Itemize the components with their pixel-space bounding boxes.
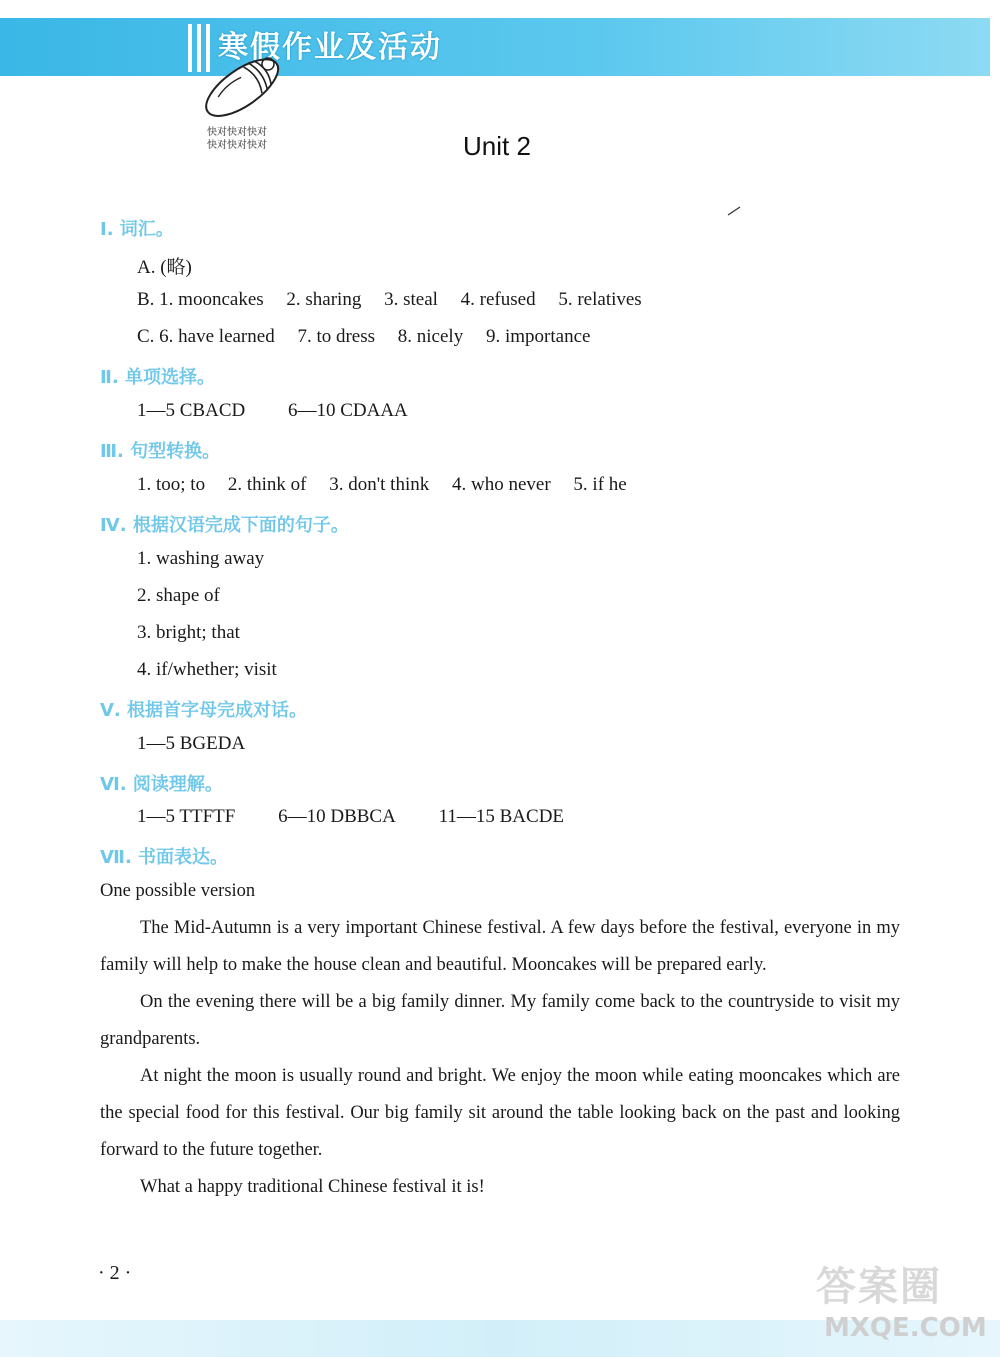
- answer-item: B. 1. mooncakes: [137, 289, 264, 310]
- answer-item: 11—15 BACDE: [438, 806, 565, 827]
- section-heading-2: Ⅱ. 单项选择。: [100, 367, 215, 388]
- watermark: [810, 1255, 990, 1350]
- answer-line: [137, 252, 210, 279]
- answer-item: 6—10 DBBCA: [278, 806, 396, 827]
- header-banner: [0, 18, 990, 76]
- answer-line: [137, 622, 258, 644]
- answer-item: 5. if he: [573, 474, 627, 495]
- answer-line: [137, 733, 263, 755]
- answer-item: 1—5 CBACD: [137, 400, 246, 421]
- answer-item: 4. if/whether; visit: [137, 659, 277, 680]
- answer-item: 6—10 CDAAA: [287, 400, 408, 421]
- answer-line: [137, 326, 608, 348]
- answer-line: [137, 548, 282, 570]
- essay-intro: One possible version: [100, 881, 256, 901]
- answer-item: 9. importance: [485, 326, 591, 347]
- answer-item: 1. too; to: [137, 474, 206, 495]
- answer-line: [137, 659, 295, 681]
- pencil-logo-icon: [196, 46, 286, 126]
- answer-item: 1. washing away: [137, 548, 265, 569]
- essay-paragraph: On the evening there will be a big family dinner. My family come back to the countryside to visit my grandparents.: [100, 992, 900, 1049]
- banner-title: 寒假作业及活动: [218, 30, 442, 65]
- section-heading-6: Ⅵ. 阅读理解。: [100, 774, 223, 795]
- answer-item: 2. sharing: [286, 289, 362, 310]
- answer-item: 1—5 BGEDA: [137, 733, 246, 754]
- answer-item: C. 6. have learned: [137, 326, 275, 347]
- answer-item: 8. nicely: [397, 326, 464, 347]
- answer-item: 5. relatives: [558, 289, 642, 310]
- section-heading-4: Ⅳ. 根据汉语完成下面的句子。: [100, 515, 349, 536]
- answer-item: A. (略): [137, 257, 192, 278]
- watermark-site-text: MXQE.COM: [824, 1313, 987, 1343]
- essay-paragraph: The Mid-Autumn is a very important Chinese festival. A few days before the festival, everyone in my family will help to make the house clean and beautiful. Mooncakes will be prepared early.: [100, 918, 900, 975]
- answer-line: [137, 585, 238, 607]
- answer-item: 3. steal: [384, 289, 438, 310]
- answer-line: [137, 474, 645, 496]
- logo-caption-2: 快对快对快对: [207, 140, 267, 151]
- answer-line: [137, 806, 582, 828]
- section-heading-1: Ⅰ. 词汇。: [100, 219, 174, 240]
- page-number: · 2 ·: [98, 1262, 132, 1284]
- answer-line: [137, 400, 426, 422]
- answer-item: 2. shape of: [137, 585, 220, 606]
- section-heading-3: Ⅲ. 句型转换。: [100, 441, 221, 462]
- answer-item: 3. don't think: [329, 474, 430, 495]
- answer-item: 2. think of: [227, 474, 307, 495]
- answer-item: 4. who never: [452, 474, 551, 495]
- pen-mark-icon: [727, 206, 741, 216]
- essay-paragraph: At night the moon is usually round and bright. We enjoy the moon while eating mooncakes which are the special food for this festival. Our big family sit around the table looking back on the past and looking forward to the future together.: [100, 1066, 900, 1160]
- essay-paragraph: What a happy traditional Chinese festival it is!: [140, 1177, 485, 1197]
- answer-item: 7. to dress: [297, 326, 376, 347]
- answer-item: 3. bright; that: [137, 622, 240, 643]
- section-heading-7: Ⅶ. 书面表达。: [100, 847, 229, 868]
- page-title: Unit 2: [463, 131, 531, 161]
- answer-line: [137, 289, 660, 311]
- answer-item: 1—5 TTFTF: [137, 806, 236, 827]
- essay: [100, 873, 900, 1206]
- section-heading-5: Ⅴ. 根据首字母完成对话。: [100, 700, 308, 721]
- answer-item: 4. refused: [460, 289, 536, 310]
- logo-caption-1: 快对快对快对: [207, 127, 267, 138]
- watermark-logo-text: 答案圈: [816, 1264, 942, 1310]
